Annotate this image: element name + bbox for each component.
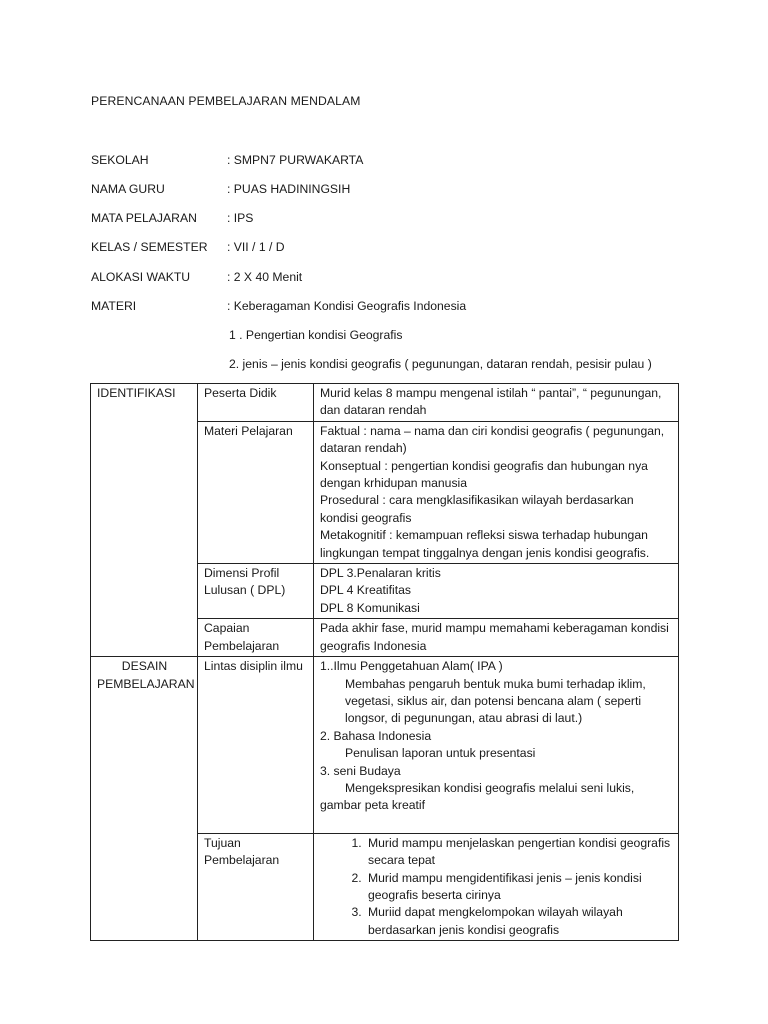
info-value: : 2 X 40 Menit [227, 270, 303, 284]
info-value: : VII / 1 / D [227, 240, 285, 254]
section-desain [91, 657, 198, 941]
row-content [314, 833, 679, 940]
row-label: Tujuan Pembelajaran [198, 833, 314, 940]
section-label: IDENTIFIKASI [97, 386, 176, 400]
row-content [314, 657, 679, 834]
discipline-body: Mengekspresikan kondisi geografis melalui seni lukis, [345, 780, 635, 795]
list-item: 1. Murid mampu menjelaskan pengertian kondisi geografis secara tepat [365, 835, 673, 870]
row-content: Pada akhir fase, murid mampu memahami keberagaman kondisi geografis Indonesia [314, 619, 679, 657]
section-identifikasi [91, 384, 198, 657]
materi-subitem: 1 . Pengertian kondisi Geografis [229, 328, 403, 342]
dpl-line: DPL 4 Kreatifitas [320, 583, 411, 598]
info-label: ALOKASI WAKTU [91, 270, 191, 284]
row-label: Peserta Didik [198, 384, 314, 422]
list-item: 3. Muriid dapat mengkelompokan wilayah wilayah berdasarkan jenis kondisi geografis [365, 904, 673, 939]
info-label: SEKOLAH [91, 153, 149, 167]
row-content [314, 564, 679, 619]
discipline-body: Penulisan laporan untuk presentasi [345, 746, 536, 761]
plan-table [90, 383, 679, 941]
info-label: MATERI [91, 299, 137, 313]
materi-line: Prosedural : cara mengklasifikasikan wilayah berdasarkan kondisi geografis [320, 493, 634, 525]
info-value: : Keberagaman Kondisi Geografis Indonesia [227, 299, 467, 313]
materi-subitem: 2. jenis – jenis kondisi geografis ( pegunungan, dataran rendah, pesisir pulau ) [229, 357, 652, 371]
section-label: DESAIN PEMBELAJARAN [97, 659, 195, 691]
row-content [314, 421, 679, 563]
discipline-body: Membahas pengaruh bentuk muka bumi terhadap iklim, vegetasi, siklus air, dan potensi bencana alam ( seperti longsor, di pegunungan, atau abrasi di laut.) [345, 676, 646, 726]
table-row [91, 384, 679, 422]
info-label: KELAS / SEMESTER [91, 240, 208, 254]
discipline-head: 2. Bahasa Indonesia [320, 728, 432, 743]
materi-line: Konseptual : pengertian kondisi geografis dan hubungan nya dengan krhidupan manusia [320, 458, 648, 491]
dpl-line: DPL 3.Penalaran kritis [320, 566, 441, 581]
row-label: Lintas disiplin ilmu [198, 657, 314, 834]
info-value: : IPS [227, 211, 254, 225]
info-value: : PUAS HADININGSIH [227, 182, 351, 196]
spacer [320, 815, 673, 832]
info-label: MATA PELAJARAN [91, 211, 197, 225]
discipline-head: 1..Ilmu Penggetahuan Alam( IPA ) [320, 659, 503, 674]
row-label: Capaian Pembelajaran [198, 619, 314, 657]
row-label: Materi Pelajaran [198, 421, 314, 563]
materi-line: Faktual : nama – nama dan ciri kondisi geografis ( pegunungan, dataran rendah) [320, 423, 665, 456]
row-content: Murid kelas 8 mampu mengenal istilah “ pantai”, “ pegunungan, dan dataran rendah [314, 384, 679, 422]
dpl-line: DPL 8 Komunikasi [320, 600, 420, 615]
table-row [91, 657, 679, 834]
discipline-head: 3. seni Budaya [320, 763, 401, 778]
discipline-tail: gambar peta kreatif [320, 798, 426, 813]
list-item: 2. Murid mampu mengidentifikasi jenis – jenis kondisi geografis beserta cirinya [365, 870, 673, 905]
tujuan-list [320, 835, 673, 939]
materi-line: Metakognitif : kemampuan refleksi siswa terhadap hubungan lingkungan tempat tinggalnya dengan jenis kondisi geografis. [320, 528, 650, 560]
row-label: Dimensi Profil Lulusan ( DPL) [198, 564, 314, 619]
page-title: PERENCANAAN PEMBELAJARAN MENDALAM [91, 94, 361, 108]
info-value: : SMPN7 PURWAKARTA [227, 153, 364, 167]
info-label: NAMA GURU [91, 182, 165, 196]
